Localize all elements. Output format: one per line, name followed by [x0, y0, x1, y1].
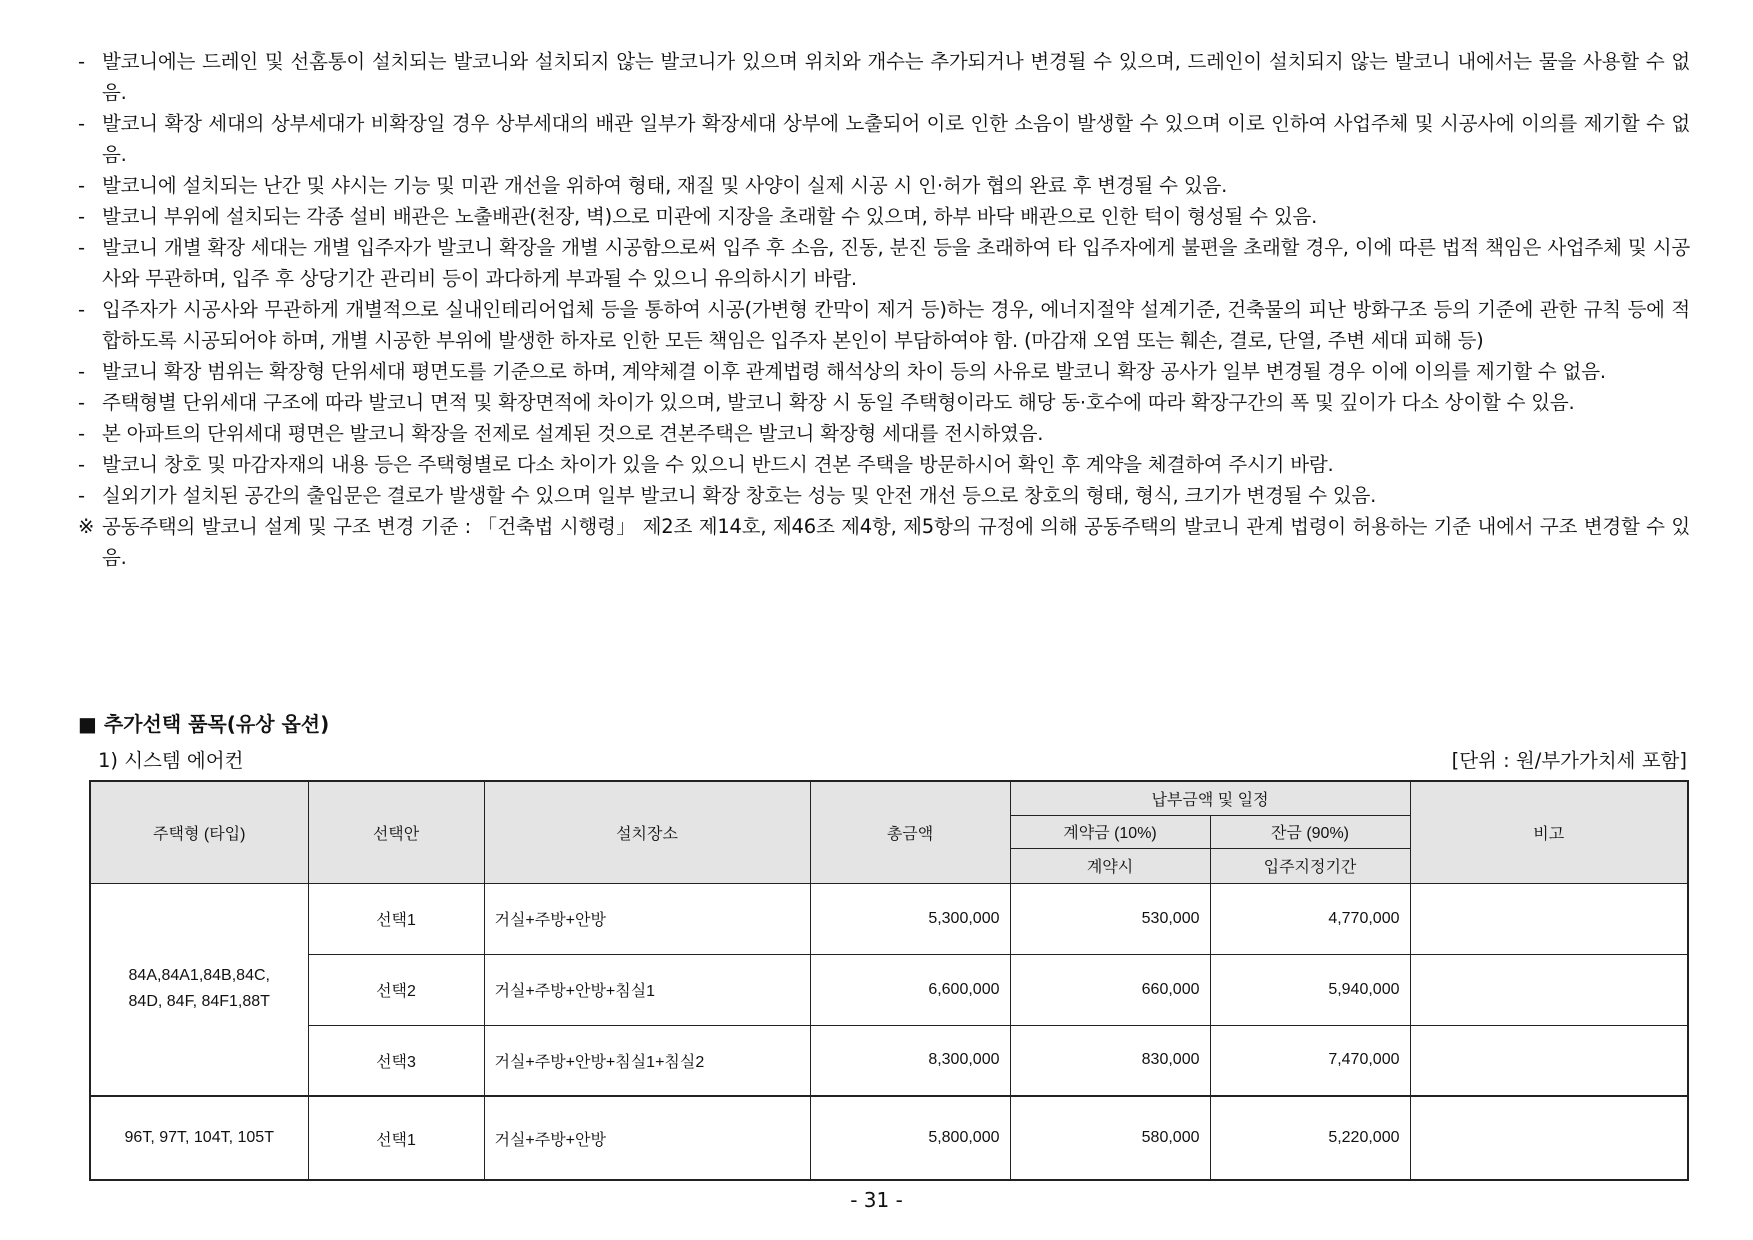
note-item — [78, 387, 1690, 418]
deposit-cell: 580,000 — [1010, 1096, 1210, 1180]
note-item — [78, 232, 1690, 294]
note-text: 발코니에 설치되는 난간 및 샤시는 기능 및 미관 개선을 위하여 형태, 재질 및 사양이 실제 시공 시 인·허가 협의 완료 후 변경될 수 있음. — [102, 174, 1228, 197]
header-balance-when: 입주지정기간 — [1210, 848, 1410, 883]
balance-cell: 5,940,000 — [1210, 954, 1410, 1025]
option-price-table — [89, 780, 1689, 1181]
header-total: 총금액 — [810, 781, 1010, 883]
header-remarks: 비고 — [1410, 781, 1688, 883]
remarks-cell — [1410, 954, 1688, 1025]
option-cell: 선택2 — [308, 954, 484, 1025]
location-cell: 거실+주방+안방+침실1 — [484, 954, 810, 1025]
deposit-cell: 830,000 — [1010, 1025, 1210, 1096]
note-text: 공동주택의 발코니 설계 및 구조 변경 기준 : 「건축법 시행령」 제2조 제14호, 제46조 제4항, 제5항의 규정에 의해 공동주택의 발코니 관계 법령이 허용하는 기준 내에서 구조 변경할 수 있음. — [102, 515, 1690, 569]
note-item — [78, 170, 1690, 201]
total-cell: 5,800,000 — [810, 1096, 1010, 1180]
remarks-cell — [1410, 1025, 1688, 1096]
location-cell: 거실+주방+안방+침실1+침실2 — [484, 1025, 810, 1096]
header-deposit: 계약금 (10%) — [1010, 815, 1210, 848]
deposit-cell: 660,000 — [1010, 954, 1210, 1025]
option-cell: 선택1 — [308, 883, 484, 954]
note-item — [78, 480, 1690, 511]
header-deposit-when: 계약시 — [1010, 848, 1210, 883]
note-marker: ※ — [78, 515, 95, 538]
section-title: ■ 추가선택 품목(유상 옵션) — [78, 712, 330, 736]
note-marker: - — [78, 422, 85, 445]
note-text: 입주자가 시공사와 무관하게 개별적으로 실내인테리어업체 등을 통하여 시공(가변형 칸막이 제거 등)하는 경우, 에너지절약 설계기준, 건축물의 피난 방화구조 등의 기준에 관한 규칙 등에 적합하도록 시공되어야 하며, 개별 시공한 부위에 발생한 하자로 인한 모든 책임은 입주자 본인이 부담하여야 함. (마감재 오염 또는 훼손, 결로, 단열, 주변 세대 피해 등) — [102, 298, 1690, 352]
type-cell: 96T, 97T, 104T, 105T — [90, 1096, 308, 1180]
header-type: 주택형 (타입) — [90, 781, 308, 883]
balance-cell: 4,770,000 — [1210, 883, 1410, 954]
table-row — [90, 1096, 1688, 1180]
note-text: 발코니 확장 범위는 확장형 단위세대 평면도를 기준으로 하며, 계약체결 이후 관계법령 해석상의 차이 등의 사유로 발코니 확장 공사가 일부 변경될 경우 이에 이의를 제기할 수 없음. — [102, 360, 1606, 383]
option-cell: 선택3 — [308, 1025, 484, 1096]
table-row — [90, 883, 1688, 954]
note-marker: - — [78, 360, 85, 383]
note-item — [78, 511, 1690, 573]
remarks-cell — [1410, 883, 1688, 954]
note-marker: - — [78, 453, 85, 476]
note-item — [78, 418, 1690, 449]
note-text: 발코니에는 드레인 및 선홈통이 설치되는 발코니와 설치되지 않는 발코니가 있으며 위치와 개수는 추가되거나 변경될 수 있으며, 드레인이 설치되지 않는 발코니 내에서는 물을 사용할 수 없음. — [102, 50, 1690, 104]
note-marker: - — [78, 236, 85, 259]
note-item — [78, 46, 1690, 108]
note-text: 발코니 부위에 설치되는 각종 설비 배관은 노출배관(천장, 벽)으로 미관에 지장을 초래할 수 있으며, 하부 바닥 배관으로 인한 턱이 형성될 수 있음. — [102, 205, 1318, 228]
option-cell: 선택1 — [308, 1096, 484, 1180]
note-item — [78, 294, 1690, 356]
sub-title: 1) 시스템 에어컨 — [98, 749, 244, 772]
total-cell: 5,300,000 — [810, 883, 1010, 954]
remarks-cell — [1410, 1096, 1688, 1180]
note-text: 실외기가 설치된 공간의 출입문은 결로가 발생할 수 있으며 일부 발코니 확장 창호는 성능 및 안전 개선 등으로 창호의 형태, 형식, 크기가 변경될 수 있음. — [102, 484, 1377, 507]
note-text: 본 아파트의 단위세대 평면은 발코니 확장을 전제로 설계된 것으로 견본주택은 발코니 확장형 세대를 전시하였음. — [102, 422, 1044, 445]
total-cell: 6,600,000 — [810, 954, 1010, 1025]
header-location: 설치장소 — [484, 781, 810, 883]
table-row — [90, 954, 1688, 1025]
header-payment-group: 납부금액 및 일정 — [1010, 781, 1410, 815]
note-marker: - — [78, 391, 85, 414]
header-option: 선택안 — [308, 781, 484, 883]
total-cell: 8,300,000 — [810, 1025, 1010, 1096]
notes-list — [78, 46, 1690, 573]
note-marker: - — [78, 50, 85, 73]
note-marker: - — [78, 298, 85, 321]
note-text: 발코니 창호 및 마감자재의 내용 등은 주택형별로 다소 차이가 있을 수 있으니 반드시 견본 주택을 방문하시어 확인 후 계약을 체결하여 주시기 바람. — [102, 453, 1334, 476]
note-marker: - — [78, 205, 85, 228]
note-marker: - — [78, 174, 85, 197]
location-cell: 거실+주방+안방 — [484, 883, 810, 954]
balance-cell: 7,470,000 — [1210, 1025, 1410, 1096]
unit-note: [단위 : 원/부가가치세 포함] — [1451, 749, 1687, 772]
note-text: 주택형별 단위세대 구조에 따라 발코니 면적 및 확장면적에 차이가 있으며, 발코니 확장 시 동일 주택형이라도 해당 동·호수에 따라 확장구간의 폭 및 깊이가 다소 상이할 수 있음. — [102, 391, 1575, 414]
balance-cell: 5,220,000 — [1210, 1096, 1410, 1180]
note-item — [78, 201, 1690, 232]
table-row — [90, 1025, 1688, 1096]
note-item — [78, 108, 1690, 170]
note-marker: - — [78, 112, 85, 135]
note-item — [78, 449, 1690, 480]
header-balance: 잔금 (90%) — [1210, 815, 1410, 848]
deposit-cell: 530,000 — [1010, 883, 1210, 954]
location-cell: 거실+주방+안방 — [484, 1096, 810, 1180]
note-text: 발코니 확장 세대의 상부세대가 비확장일 경우 상부세대의 배관 일부가 확장세대 상부에 노출되어 이로 인한 소음이 발생할 수 있으며 이로 인하여 사업주체 및 시공사에 이의를 제기할 수 없음. — [102, 112, 1690, 166]
page-number: - 31 - — [850, 1188, 903, 1212]
note-marker: - — [78, 484, 85, 507]
note-item — [78, 356, 1690, 387]
note-text: 발코니 개별 확장 세대는 개별 입주자가 발코니 확장을 개별 시공함으로써 입주 후 소음, 진동, 분진 등을 초래하여 타 입주자에게 불편을 초래할 경우, 이에 따른 법적 책임은 사업주체 및 시공사와 무관하며, 입주 후 상당기간 관리비 등이 과다하게 부과될 수 있으니 유의하시기 바람. — [102, 236, 1690, 290]
type-cell: 84A,84A1,84B,84C, 84D, 84F, 84F1,88T — [90, 883, 308, 1096]
